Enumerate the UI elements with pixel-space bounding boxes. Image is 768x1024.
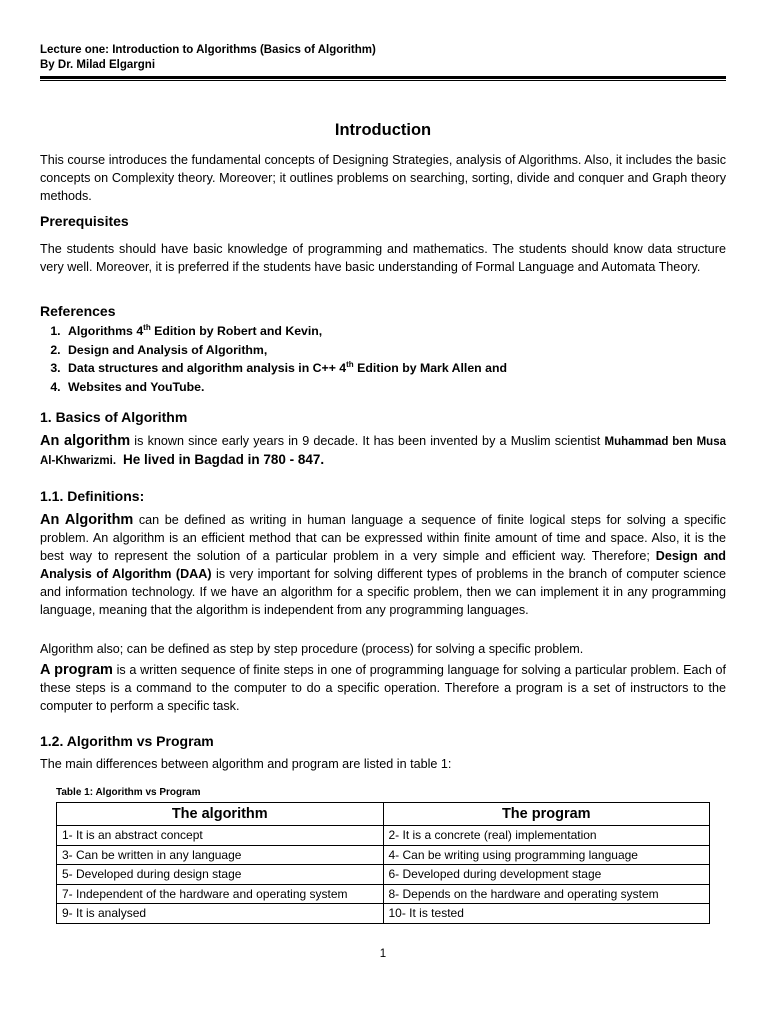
table-cell: 7- Independent of the hardware and operating system bbox=[57, 884, 384, 904]
reference-item: 3. Data structures and algorithm analysis in C++ 4th Edition by Mark Allen and bbox=[64, 359, 704, 378]
table-header-row bbox=[57, 803, 710, 826]
table-cell: 2- It is a concrete (real) implementation bbox=[383, 826, 710, 846]
table-cell: 3- Can be written in any language bbox=[57, 845, 384, 865]
reference-item: 1. Algorithms 4th Edition by Robert and Kevin, bbox=[64, 322, 704, 341]
daa-term: Design and Analysis of Algorithm (DAA) bbox=[40, 549, 726, 581]
document-page bbox=[40, 0, 726, 1024]
program-paragraph: A program is a written sequence of finite steps in one of programming language for solving a particular problem. Each of these steps is a command to the computer to do a specific operation. Therefore a program is a set of instructors to the computer to perform a specific task. bbox=[40, 662, 726, 713]
header-rule-thick bbox=[40, 76, 726, 79]
algorithm-term: An Algorithm bbox=[40, 512, 134, 528]
table-cell: 10- It is tested bbox=[383, 904, 710, 924]
vs-heading: 1.2. Algorithm vs Program bbox=[40, 733, 214, 749]
scientist-name: Muhammad ben Musa Al-Khwarizmi. bbox=[40, 436, 726, 467]
basics-paragraph: An algorithm is known since early years in 9 decade. It has been invented by a Muslim scientist Muhammad ben Musa Al-Khwarizmi. He lived in Bagdad in 780 - 847. bbox=[40, 433, 726, 467]
table-row bbox=[57, 865, 710, 885]
table-row bbox=[57, 884, 710, 904]
header-rule-thin bbox=[40, 80, 726, 81]
prerequisites-paragraph: The students should have basic knowledge of programming and mathematics. The students should know data structure very well. Moreover, it is preferred if the students have basic understanding of Formal Language and Automata Theory. bbox=[40, 242, 726, 274]
table-cell: 6- Developed during development stage bbox=[383, 865, 710, 885]
lecture-header bbox=[40, 43, 376, 73]
reference-item: 4. Websites and YouTube. bbox=[64, 378, 704, 397]
header-line-2: By Dr. Milad Elgargni bbox=[40, 59, 156, 71]
table-cell: 8- Depends on the hardware and operating system bbox=[383, 884, 710, 904]
table-caption: Table 1: Algorithm vs Program bbox=[56, 787, 201, 798]
basics-heading: 1. Basics of Algorithm bbox=[40, 409, 188, 425]
vs-paragraph: The main differences between algorithm and program are listed in table 1: bbox=[40, 757, 452, 771]
page-title: Introduction bbox=[334, 121, 432, 139]
algorithm-term: An algorithm bbox=[40, 433, 131, 449]
definition-paragraph: An Algorithm can be defined as writing in human language a sequence of finite logical steps for solving a specific problem. An algorithm is an efficient method that can be expressed within finite amount of time and space. Also, it is the best way to represent the solution of a particular problem in a very simple and efficient way. Therefore; Design and Analysis of Algorithm (DAA) is very important for solving different types of problems in the branch of computer science and information technology. If we have an algorithm for a specific problem, then we can implement it in any programming language, meaning that the algorithm is independent from any programming languages. bbox=[40, 512, 726, 617]
table-cell: 9- It is analysed bbox=[57, 904, 384, 924]
header-line-1: Lecture one: Introduction to Algorithms (Basics of Algorithm) bbox=[40, 44, 376, 56]
intro-paragraph: This course introduces the fundamental concepts of Designing Strategies, analysis of Algorithms. Also, it includes the basic concepts on Complexity theory. Moreover; it outlines problems on searching, sorting, divide and conquer and Graph theory methods. bbox=[40, 153, 726, 203]
table-cell: 1- It is an abstract concept bbox=[57, 826, 384, 846]
lived-text: He lived in Bagdad in 780 - 847. bbox=[123, 452, 325, 467]
table-cell: 5- Developed during design stage bbox=[57, 865, 384, 885]
table-row bbox=[57, 826, 710, 846]
page-number: 1 bbox=[379, 948, 387, 960]
prerequisites-heading: Prerequisites bbox=[40, 213, 129, 229]
program-term: A program bbox=[40, 662, 113, 678]
table-row bbox=[57, 845, 710, 865]
table-row bbox=[57, 904, 710, 924]
column-header: The program bbox=[383, 803, 710, 826]
column-header: The algorithm bbox=[57, 803, 384, 826]
comparison-table bbox=[56, 802, 710, 924]
reference-item: 2. Design and Analysis of Algorithm, bbox=[64, 341, 704, 360]
definitions-heading: 1.1. Definitions: bbox=[40, 488, 145, 504]
table-cell: 4- Can be writing using programming language bbox=[383, 845, 710, 865]
references-list bbox=[40, 322, 704, 396]
definition-procedure: Algorithm also; can be defined as step by step procedure (process) for solving a specific problem. bbox=[40, 642, 584, 656]
references-heading: References bbox=[40, 303, 116, 319]
